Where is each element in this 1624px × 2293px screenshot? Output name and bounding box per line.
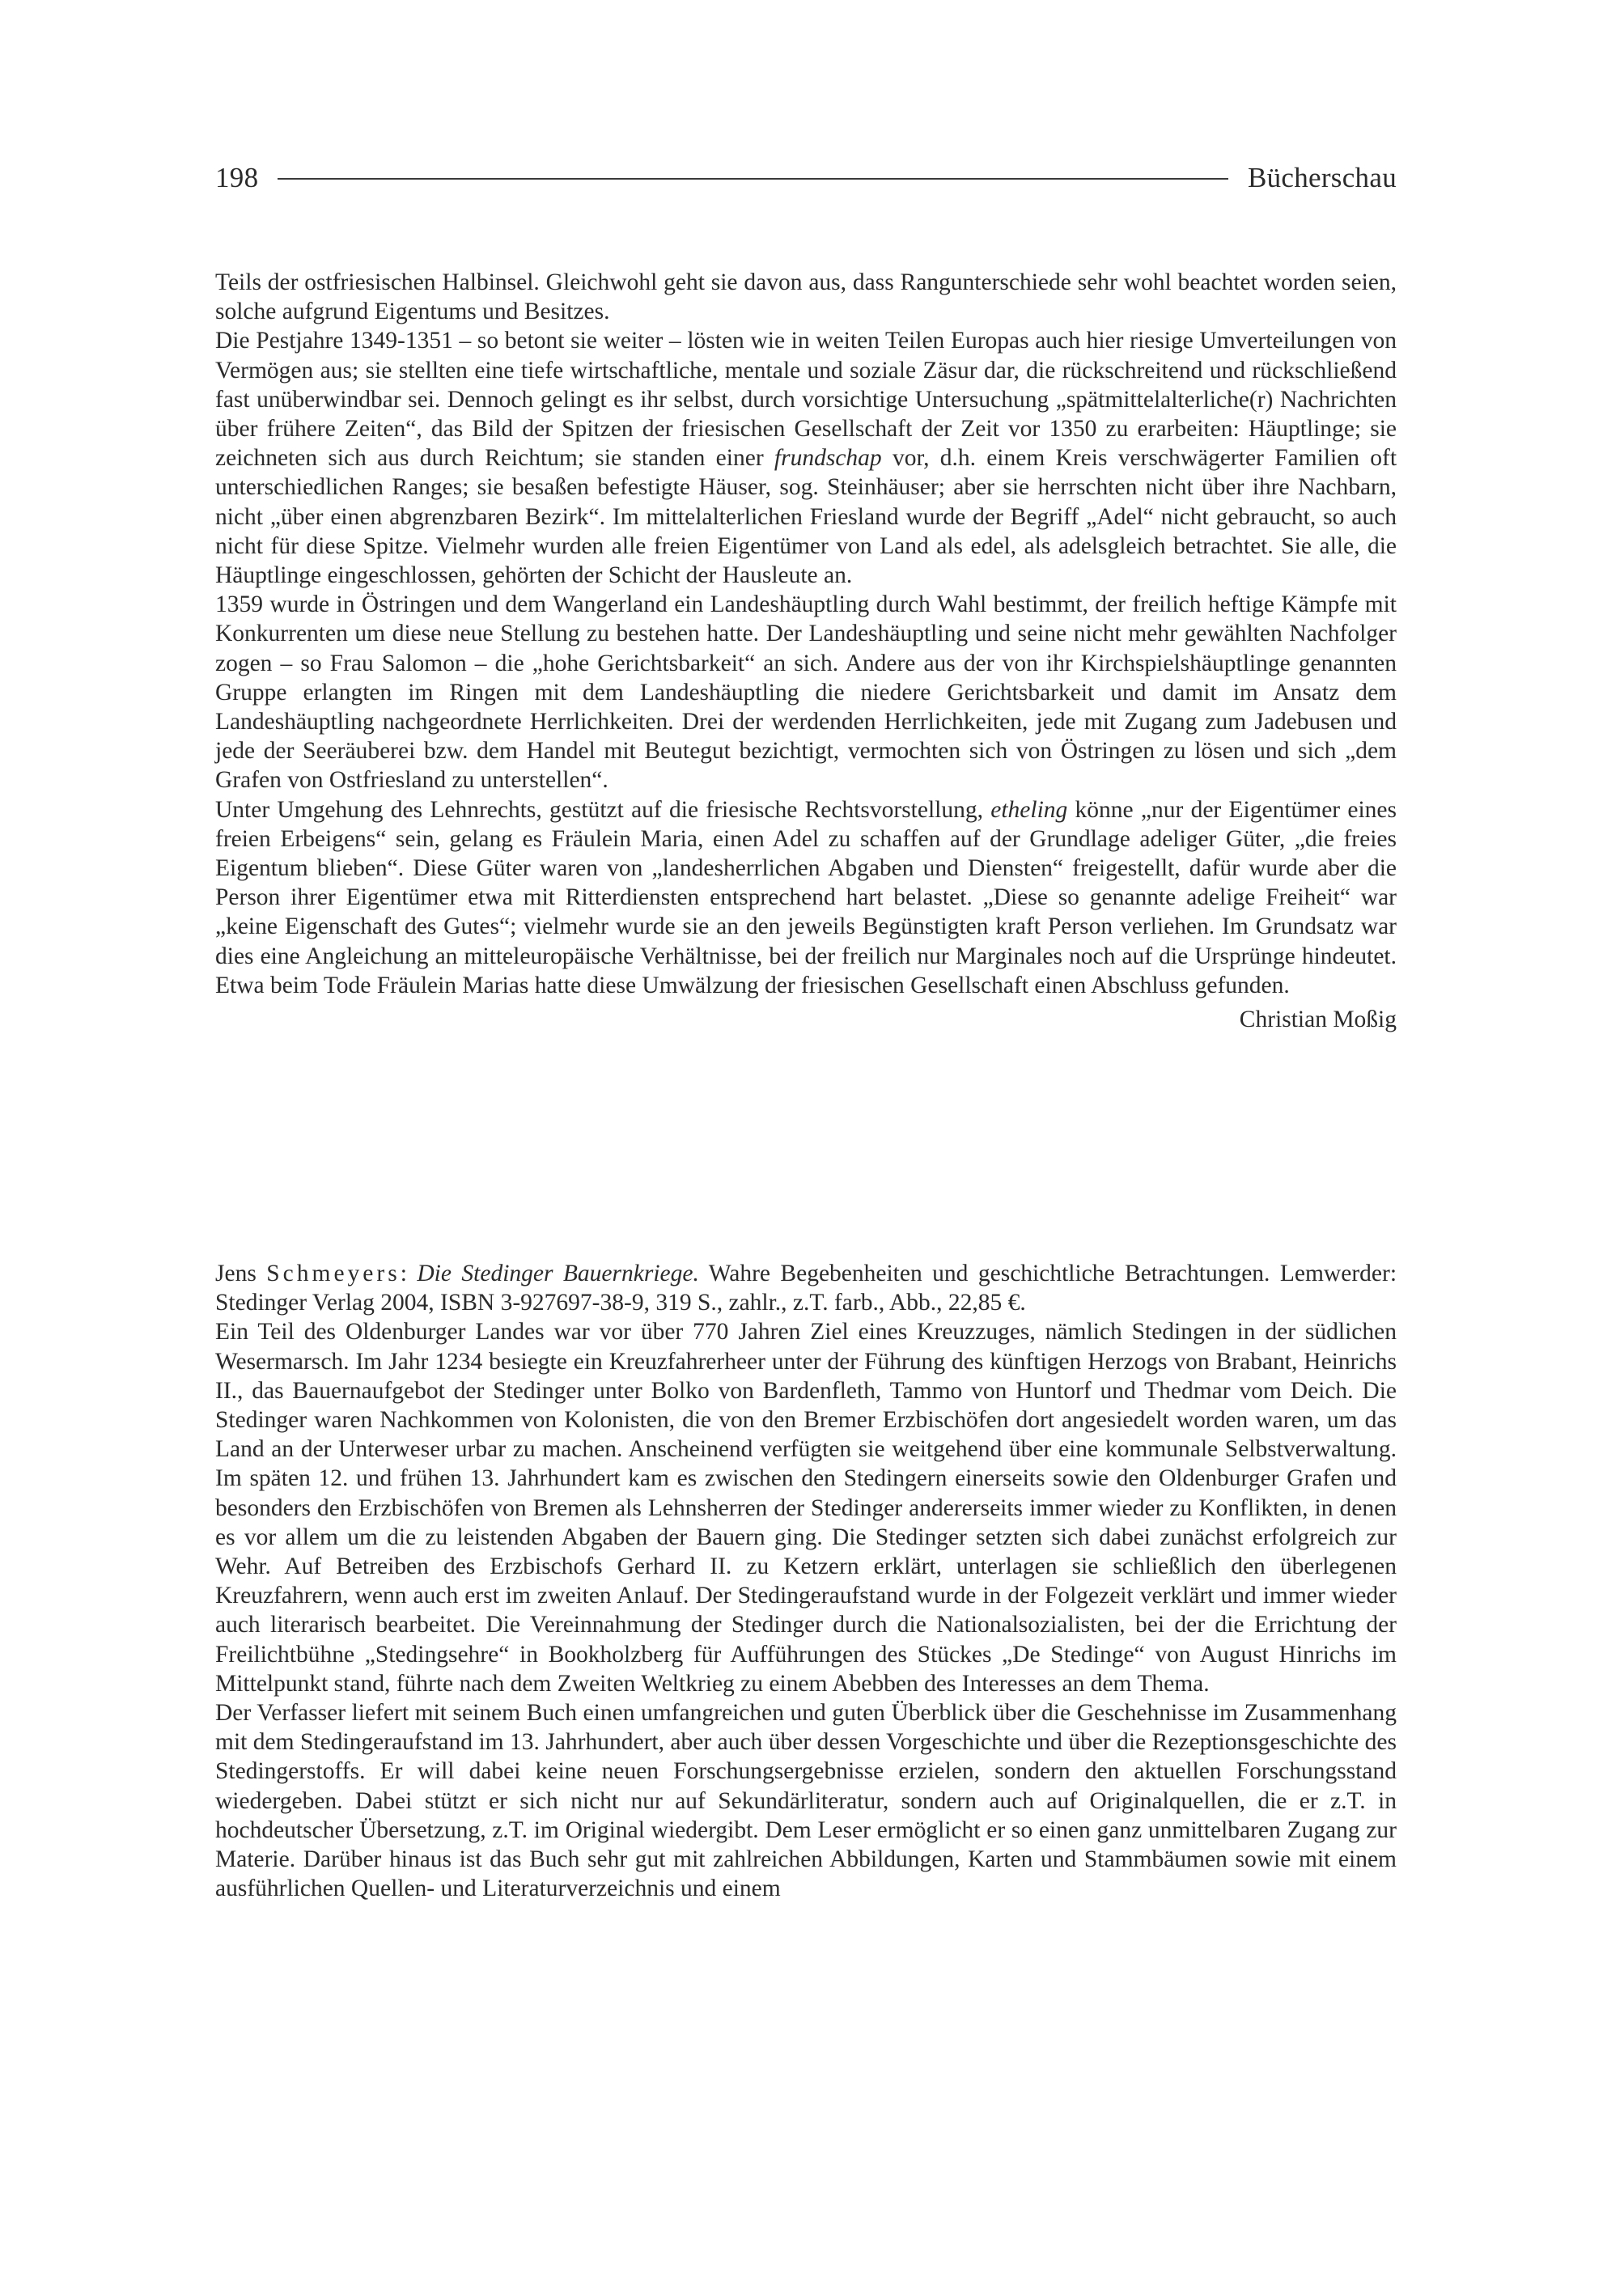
document-page xyxy=(215,0,1397,2293)
paragraph: Ein Teil des Oldenburger Landes war vor über 770 Jahren Ziel eines Kreuzzuges, nämlich Stedingen in der südlichen Wesermarsch. Im Jahr 1234 besiegte ein Kreuzfahrerheer unter der Führung des künftigen Herzogs von Brabant, Heinrichs II., das Bauernaufgebot der Stedinger unter Bolko von Bardenfleth, Tammo von Huntorf und Thedmar vom Deich. Die Stedinger waren Nachkommen von Kolonisten, die von den Bremer Erzbischöfen dort angesiedelt worden waren, um das Land an der Unterweser urbar zu machen. Anscheinend verfügten sie weitgehend über eine kommunale Selbstverwaltung. Im späten 12. und frühen 13. Jahrhundert kam es zwischen den Stedingern einerseits sowie den Oldenburger Grafen und besonders den Erzbischöfen von Bremen als Lehnsherren der Stedinger andererseits immer wieder zu Konflikten, in denen es vor allem um die zu leistenden Abgaben der Bauern ging. Die Stedinger setzten sich dabei zunächst erfolgreich zur Wehr. Auf Betreiben des Erzbischofs Gerhard II. zu Ketzern erklärt, unterlagen sie schließlich den überlegenen Kreuzfahrern, wenn auch erst im zweiten Anlauf. Der Stedingeraufstand wurde in der Folgezeit verklärt und immer wieder auch literarisch bearbeitet. Die Vereinnahmung der Stedinger durch die Nationalsozialisten, bei der die Errichtung der Freilichtbühne „Stedingsehre“ in Bookholzberg für Aufführungen des Stückes „De Stedinge“ von August Hinrichs im Mittelpunkt stand, führte nach dem Zweiten Weltkrieg zu einem Abebben des Interesses an dem Thema. xyxy=(215,1319,1397,1697)
italic-term: frundschap xyxy=(774,445,882,472)
paragraph: Die Pestjahre 1349-1351 – so betont sie weiter – lösten wie in weiten Teilen Europas auch hier riesige Umverteilungen von Vermögen aus; sie stellten eine tiefe wirtschaftliche, mentale und soziale Zäsur dar, die rückschreitend und rückschließend fast unüberwindbar sei. Dennoch gelingt es ihr selbst, durch vorsichtige Untersuchung „spätmittelalterliche(r) Nachrichten über frühere Zeiten“, das Bild der Spitzen der friesischen Gesellschaft der Zeit vor 1350 zu erarbeiten: Häuptlinge; sie zeichneten sich aus durch Reichtum; sie standen einer frundschap vor, d.h. einem Kreis verschwägerter Familien oft unterschiedlichen Ranges; sie besaßen befestigte Häuser, sog. Steinhäuser; aber sie herrschten nicht über ihre Nachbarn, nicht „über einen abgrenzbaren Bezirk“. Im mittelalterlichen Friesland wurde der Begriff „Adel“ nicht gebraucht, so auch nicht für diese Spitze. Vielmehr wurden alle freien Eigentümer von Land als edel, als adelsgleich betrachtet. Sie alle, die Häuptlinge eingeschlossen, gehörten der Schicht der Hausleute an. xyxy=(215,328,1397,589)
reviewer-signature: Christian Moßig xyxy=(1239,1007,1397,1033)
running-header xyxy=(215,162,1397,194)
paragraph: Teils der ostfriesischen Halbinsel. Gleichwohl geht sie davon aus, dass Rangunterschiede sehr wohl beachtet worden seien, solche aufgrund Eigentums und Besitzes. xyxy=(215,269,1397,325)
book-title: Die Stedinger Bauernkriege. xyxy=(417,1261,699,1286)
paragraph: 1359 wurde in Östringen und dem Wangerland ein Landeshäuptling durch Wahl bestimmt, der freilich heftige Kämpfe mit Konkurrenten um diese neue Stellung zu bestehen hatte. Der Landeshäuptling und seine nicht mehr gewählten Nachfolger zogen – so Frau Salomon – die „hohe Gerichtsbarkeit“ an sich. Andere aus der von ihr Kirchspielshäuptlinge genannten Gruppe erlangten im Ringen mit dem Landeshäuptling die niedere Gerichtsbarkeit und damit im Ansatz dem Landeshäuptling nachgeordnete Herrlichkeiten. Drei der werdenden Herrlichkeiten, jede mit Zugang zum Jadebusen und jede der Seeräuberei bzw. dem Handel mit Beutegut bezichtigt, vermochten sich von Östringen zu lösen und sich „dem Grafen von Ostfriesland zu unterstellen“. xyxy=(215,591,1397,794)
italic-term: etheling xyxy=(990,796,1068,823)
header-rule xyxy=(278,178,1228,180)
author-last-name: Schmeyers xyxy=(266,1261,401,1286)
paragraph: Unter Umgehung des Lehnrechts, gestützt auf die friesische Rechtsvorstellung, etheling könne „nur der Eigentümer eines freien Erbeigens“ sein, gelang es Fräulein Maria, einen Adel zu schaffen auf der Grundlage adeliger Güter, „die freies Eigentum blieben“. Diese Güter waren von „landesherrlichen Abgaben und Diensten“ freigestellt, dafür wurde aber die Person ihrer Eigentümer etwa mit Ritterdiensten entsprechend hart belastet. „Diese so genannte adelige Freiheit“ war „keine Eigenschaft des Gutes“; vielmehr wurde sie an den jeweils Begünstigten kraft Person verliehen. Im Grundsatz war dies eine Angleichung an mitteleuropäische Verhältnisse, bei der freilich nur Marginales noch auf die Ursprünge hindeutet. Etwa beim Tode Fräulein Marias hatte diese Umwälzung der friesischen Gesellschaft einen Abschluss gefunden. xyxy=(215,796,1397,998)
section-title: Bücherschau xyxy=(1247,162,1397,193)
bibliographic-entry: Jens Schmeyers: Die Stedinger Bauernkriege. Wahre Begebenheiten und geschichtliche Betrachtungen. Lemwerder: Stedinger Verlag 2004, ISBN 3-927697-38-9, 319 S., zahlr., z.T. farb., Abb., 22,85 €. xyxy=(215,1261,1397,1316)
bibliography-details: Wahre Begebenheiten und geschichtliche Betrachtungen. Lemwerder: Stedinger Verlag 2004, ISBN 3-927697-38-9, 319 S., zahlr., z.T. farb., Abb., 22,85 €. xyxy=(215,1261,1397,1316)
page-number: 198 xyxy=(215,162,259,193)
paragraph: Der Verfasser liefert mit seinem Buch einen umfangreichen und guten Überblick über die Geschehnisse im Zusammenhang mit dem Stedingeraufstand im 13. Jahrhundert, aber auch über dessen Vorgeschichte und über die Rezeptionsgeschichte des Stedingerstoffs. Er will dabei keine neuen Forschungsergebnisse erzielen, sondern den aktuellen Forschungsstand wiedergeben. Dabei stützt er sich nicht nur auf Sekundärliteratur, sondern auch auf Originalquellen, die er z.T. in hochdeutscher Übersetzung, z.T. im Original wiedergibt. Dem Leser ermöglicht er so einen ganz unmittelbaren Zugang zur Materie. Darüber hinaus ist das Buch sehr gut mit zahlreichen Abbildungen, Karten und Stammbäumen sowie mit einem ausführlichen Quellen- und Literaturverzeichnis und einem xyxy=(215,1700,1397,1902)
author-first-name: Jens xyxy=(215,1261,257,1286)
review-stedinger xyxy=(215,1259,1397,1903)
review-continuation xyxy=(215,268,1397,1034)
